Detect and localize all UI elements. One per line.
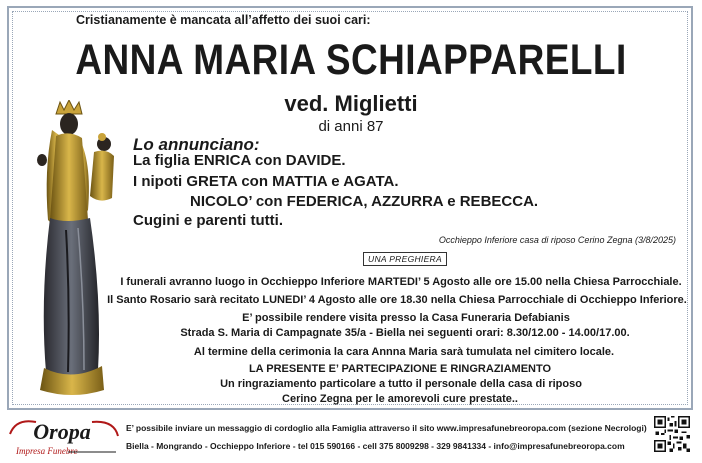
- logo-subtext: Impresa Funebre: [16, 446, 78, 456]
- place-date: Occhieppo Inferiore casa di riposo Cerino Zegna (3/8/2025): [438, 235, 676, 245]
- thanks-heading: LA PRESENTE E’ PARTECIPAZIONE E RINGRAZIAMENTO: [248, 363, 552, 375]
- madonna-statue-image: [26, 100, 126, 400]
- logo-text: Oropa: [33, 419, 91, 444]
- intro-text: Cristianamente è mancata all’affetto dei suoi cari:: [76, 13, 371, 27]
- condolence-info: E’ possibile inviare un messaggio di cordoglio alla Famiglia attraverso il sito www.impresafunebreoropa.com (sezione Necrologi): [126, 423, 647, 433]
- burial-detail: Al termine della cerimonia la cara Annna Maria sarà tumulata nel cimitero locale.: [193, 346, 615, 358]
- rosary-detail: Il Santo Rosario sarà recitato LUNEDI’ 4 Agosto alle ore 18.30 nella Chiesa Parrocchiale di Occhieppo Inferiore.: [107, 294, 687, 306]
- announcer-line: NICOLO’ con FEDERICA, AZZURRA e REBECCA.: [190, 193, 539, 210]
- qr-code-icon: [654, 416, 690, 452]
- visit-address: Strada S. Maria di Campagnate 35/a - Biella nei seguenti orari: 8.30/12.00 - 14.00/17.00.: [180, 327, 630, 339]
- contact-info: Biella - Mongrando - Occhieppo Inferiore - tel 015 590166 - cell 375 8009298 - 329 9841334 - info@impresafunebreoropa.com: [126, 441, 625, 451]
- thanks-line: Cerino Zegna per le amorevoli cure prestate..: [282, 393, 518, 405]
- announcers-heading: Lo annunciano:: [133, 135, 260, 154]
- announcer-line: Cugini e parenti tutti.: [133, 212, 283, 229]
- thanks-line: Un ringraziamento particolare a tutto il personale della casa di riposo: [220, 378, 582, 390]
- visit-detail: E’ possibile rendere visita presso la Casa Funeraria Defabianis: [242, 312, 570, 324]
- deceased-name: ANNA MARIA SCHIAPPARELLI: [75, 36, 627, 84]
- funeral-detail: I funerali avranno luogo in Occhieppo Inferiore MARTEDI’ 5 Agosto alle ore 15.00 nella Chiesa Parrocchiale.: [120, 276, 682, 288]
- oropa-logo: [6, 414, 122, 460]
- age-text: di anni 87: [318, 118, 384, 135]
- prayer-link[interactable]: UNA PREGHIERA: [363, 252, 447, 266]
- announcer-line: La figlia ENRICA con DAVIDE.: [133, 152, 346, 169]
- announcer-line: I nipoti GRETA con MATTIA e AGATA.: [133, 173, 399, 190]
- married-name: ved. Miglietti: [284, 91, 418, 116]
